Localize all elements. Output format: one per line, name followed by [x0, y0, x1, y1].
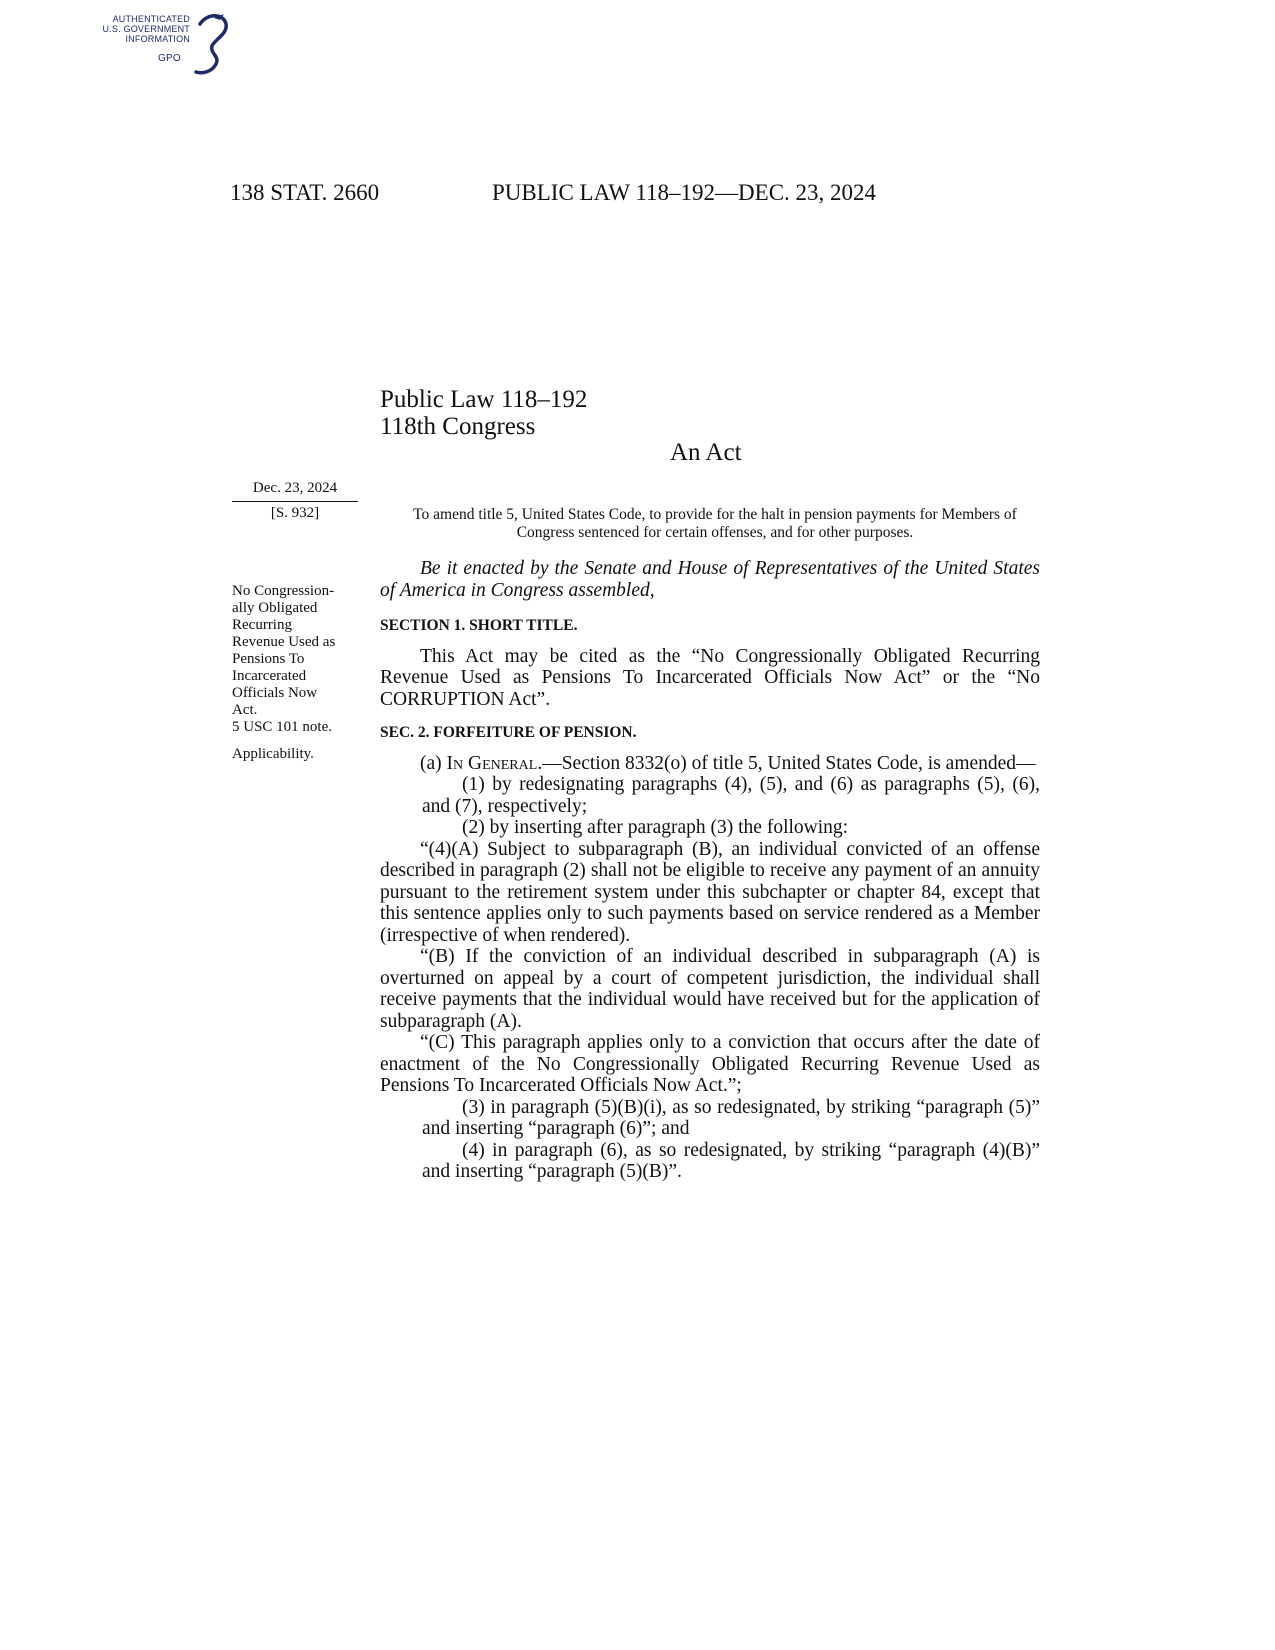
enactment-date: Dec. 23, 2024 — [252, 480, 338, 496]
seal-line-1: AUTHENTICATED — [112, 14, 190, 24]
paragraph-1: (1) by redesignating paragraphs (4), (5), and (6) as paragraphs (5), (6), and (7), respectively; — [422, 774, 1040, 817]
public-law-number: Public Law 118–192 — [380, 386, 588, 413]
long-title: To amend title 5, United States Code, to provide for the halt in pension payments for Members of Congress sentenced for certain offenses, and for other purposes. — [413, 506, 1017, 541]
margin-note-short-title: No Congression- ally Obligated Recurring Revenue Used as Pensions To Incarcerated Officials Now Act. 5 USC 101 note. — [232, 583, 336, 735]
enacting-clause: Be it enacted by the Senate and House of Representatives of the United States of America in Congress assembled, — [380, 558, 1040, 601]
law-title-block — [380, 386, 587, 440]
law-body — [380, 558, 1040, 1183]
eagle-icon — [194, 10, 230, 76]
paragraph-2: (2) by inserting after paragraph (3) the following: — [462, 817, 849, 838]
paragraph-4: (4) in paragraph (6), as so redesignated, by striking “paragraph (4)(B)” and inserting “paragraph (5)(B)”. — [422, 1139, 1040, 1182]
section-1-heading: SECTION 1. SHORT TITLE. — [380, 617, 578, 634]
margin-note-applicability: Applicability. — [232, 746, 314, 762]
section-1-text: This Act may be cited as the “No Congressionally Obligated Recurring Revenue Used as Pensions To Incarcerated Officials Now Act” or the “No CORRUPTION Act”. — [380, 645, 1040, 710]
seal-caption — [96, 14, 190, 44]
quoted-subparagraph-b: “(B) If the conviction of an individual described in subparagraph (A) is overturned on appeal by a court of competent jurisdiction, the individual shall receive payments that the individual would have received but for the application of subparagraph (A). — [380, 946, 1040, 1032]
subsection-a — [380, 753, 1040, 775]
running-header — [230, 180, 930, 210]
law-header: PUBLIC LAW 118–192—DEC. 23, 2024 — [492, 180, 877, 205]
subsection-a-label: (a) — [420, 752, 447, 774]
seal-gpo-label: GPO — [158, 53, 181, 64]
section-2-heading: SEC. 2. FORFEITURE OF PENSION. — [380, 724, 637, 741]
seal-line-3: INFORMATION — [125, 34, 190, 44]
subsection-a-text: .—Section 8332(o) of title 5, United States Code, is amended— — [537, 752, 1036, 774]
congress-number: 118th Congress — [380, 413, 536, 440]
act-heading: An Act — [670, 439, 742, 466]
quoted-subparagraph-c: “(C) This paragraph applies only to a conviction that occurs after the date of enactment of the No Congressionally Obligated Recurring Revenue Used as Pensions To Incarcerated Officials Now Act.”; — [380, 1032, 1040, 1096]
date-divider — [232, 501, 358, 502]
margin-date-block — [232, 480, 358, 522]
subsection-a-heading: In General — [446, 752, 538, 774]
paragraph-3: (3) in paragraph (5)(B)(i), as so redesignated, by striking “paragraph (5)” and inserting “paragraph (6)”; and — [422, 1096, 1040, 1139]
quoted-subparagraph-a: “(4)(A) Subject to subparagraph (B), an individual convicted of an offense described in paragraph (2) shall not be eligible to receive any payment of an annuity pursuant to the retirement system under this subchapter or chapter 84, except that this sentence applies only to such payments based on service rendered as a Member (irrespective of when rendered). — [380, 838, 1040, 946]
seal-line-2: U.S. GOVERNMENT — [102, 24, 190, 34]
stat-citation: 138 STAT. 2660 — [230, 180, 380, 205]
bill-number: [S. 932] — [270, 505, 320, 521]
gpo-authentication-seal — [96, 10, 230, 76]
